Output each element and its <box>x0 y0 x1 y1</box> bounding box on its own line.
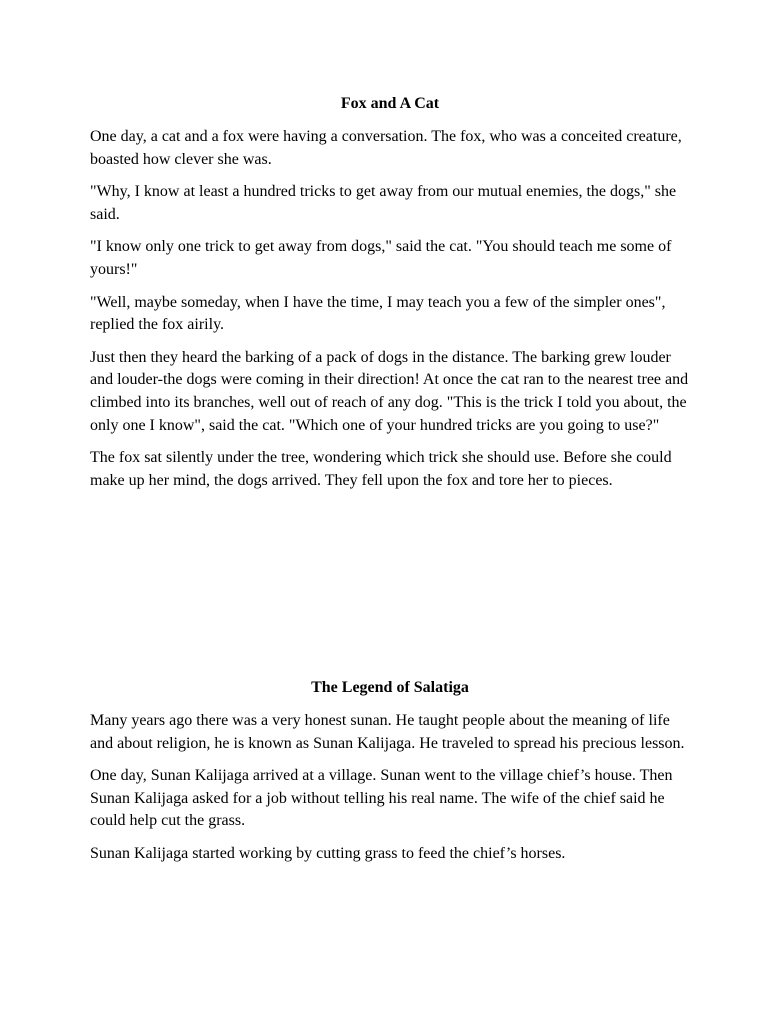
story-title: Fox and A Cat <box>340 95 440 112</box>
story-title: The Legend of Salatiga <box>311 679 469 696</box>
story-paragraph: One day, Sunan Kalijaga arrived at a village. Sunan went to the village chief’s house. Then Sunan Kalijaga asked for a job without telling his real name. The wife of the chief said he could help cut the grass. <box>90 767 673 830</box>
story-paragraph: "Why, I know at least a hundred tricks to get away from our mutual enemies, the dogs," she said. <box>90 183 677 223</box>
story-paragraph: Many years ago there was a very honest sunan. He taught people about the meaning of life and about religion, he is known as Sunan Kalijaga. He traveled to spread his precious lesson. <box>90 712 685 752</box>
story-fox-and-cat <box>90 94 690 502</box>
story-paragraph: The fox sat silently under the tree, wondering which trick she should use. Before she could make up her mind, the dogs arrived. They fell upon the fox and tore her to pieces. <box>90 449 672 489</box>
story-paragraph: "I know only one trick to get away from dogs," said the cat. "You should teach me some of yours!" <box>90 238 672 278</box>
story-paragraph: One day, a cat and a fox were having a conversation. The fox, who was a conceited creature, boasted how clever she was. <box>90 128 682 168</box>
story-legend-of-salatiga <box>90 678 690 876</box>
story-paragraph: "Well, maybe someday, when I have the time, I may teach you a few of the simpler ones", replied the fox airily. <box>90 293 666 334</box>
story-paragraph: Sunan Kalijaga started working by cutting grass to feed the chief’s horses. <box>90 844 566 862</box>
story-paragraph: Just then they heard the barking of a pack of dogs in the distance. The barking grew louder and louder-the dogs were coming in their direction! At once the cat ran to the nearest tree and climbed into its branches, well out of reach of any dog. "This is the trick I told you about, the only one I know", said the cat. "Which one of your hundred tricks are you going to use?" <box>90 348 689 434</box>
